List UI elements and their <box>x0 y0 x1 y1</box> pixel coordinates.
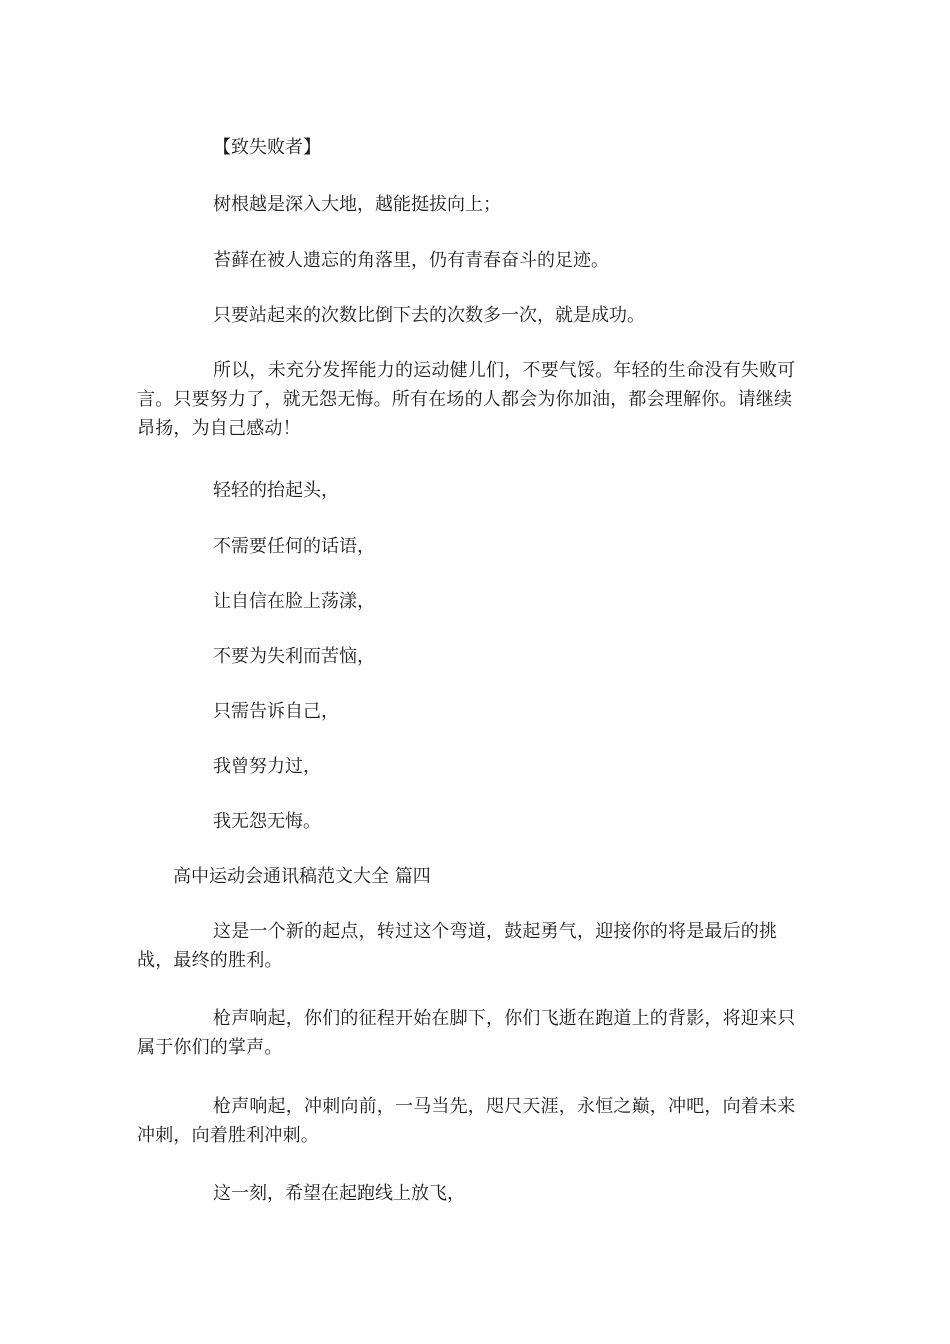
verse-line: 只要站起来的次数比倒下去的次数多一次，就是成功。 <box>213 305 645 326</box>
paragraph: 所以，未充分发挥能力的运动健儿们，不要气馁。年轻的生命没有失败可言。只要努力了，就无怨无悔。所有在场的人都会为你加油，都会理解你。请继续昂扬，为自己感动！ <box>137 360 796 439</box>
verse-line: 我曾努力过， <box>213 756 321 777</box>
verse-line: 只需告诉自己， <box>213 701 339 722</box>
paragraph: 枪声响起，冲刺向前，一马当先，咫尺天涯，永恒之巅，冲吧，向着未来冲刺，向着胜利冲刺。 <box>137 1096 796 1146</box>
paragraph: 这是一个新的起点，转过这个弯道，鼓起勇气，迎接你的将是最后的挑战，最终的胜利。 <box>137 921 778 971</box>
verse-line: 我无怨无悔。 <box>213 811 321 832</box>
verse-line: 苔藓在被人遗忘的角落里，仍有青春奋斗的足迹。 <box>213 250 609 271</box>
section-heading: 高中运动会通讯稿范文大全 篇四 <box>173 866 431 887</box>
verse-line: 让自信在脸上荡漾， <box>213 591 375 612</box>
verse-line: 不要为失利而苦恼， <box>213 646 375 667</box>
verse-line: 树根越是深入大地，越能挺拔向上； <box>213 194 501 215</box>
verse-line: 不需要任何的话语， <box>213 536 375 557</box>
verse-line: 这一刻，希望在起跑线上放飞， <box>213 1183 465 1204</box>
verse-line: 轻轻的抬起头， <box>213 480 339 501</box>
paragraph: 枪声响起，你们的征程开始在脚下，你们飞逝在跑道上的背影，将迎来只属于你们的掌声。 <box>137 1008 796 1058</box>
subtitle-to-the-defeated: 【致失败者】 <box>213 137 321 158</box>
